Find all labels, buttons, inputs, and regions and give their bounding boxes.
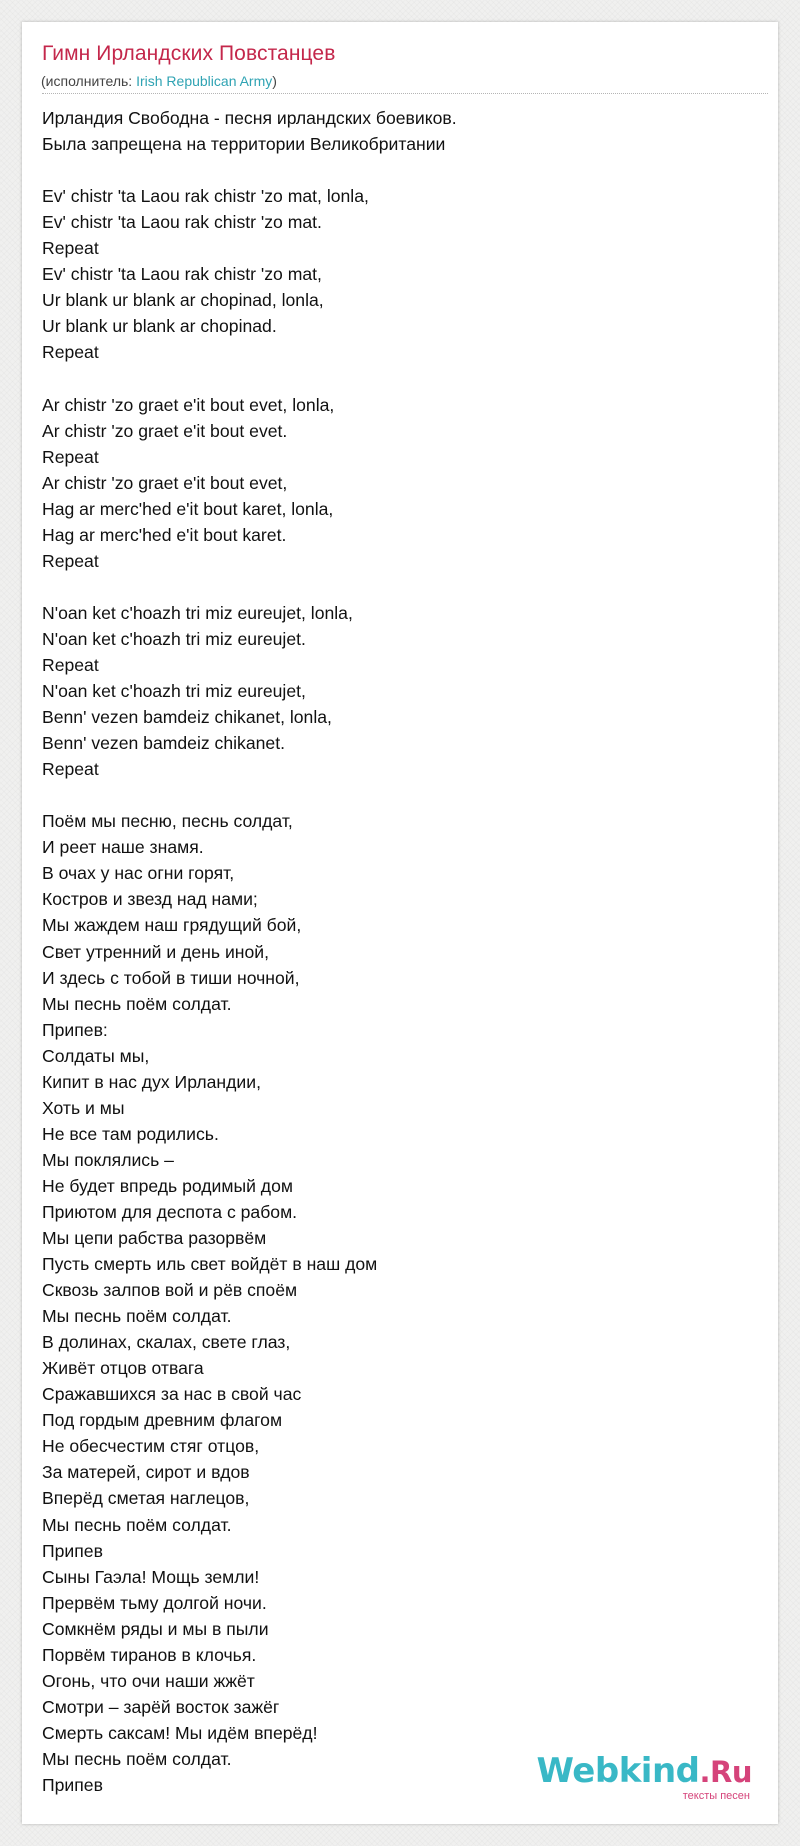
lyric-line: Смотри – зарёй восток зажёг: [42, 1696, 280, 1717]
lyric-line: Hag ar merc'hed e'it bout karet, lonla,: [42, 498, 334, 519]
lyric-line: Живёт отцов отвага: [42, 1358, 204, 1379]
lyric-line: Мы поклялись –: [42, 1149, 174, 1170]
logo-tagline: тексты песен: [682, 1790, 750, 1802]
lyric-line: Мы жаждем наш грядущий бой,: [42, 915, 302, 936]
lyric-line: Смерть саксам! Мы идём вперёд!: [42, 1722, 318, 1743]
lyric-line: Ev' chistr 'ta Laou rak chistr 'zo mat,: [42, 264, 322, 285]
lyric-line: За матерей, сирот и вдов: [42, 1462, 250, 1483]
lyric-line: В долинах, скалах, свете глаз,: [42, 1332, 291, 1353]
lyric-line: Огонь, что очи наши жжёт: [42, 1670, 255, 1691]
lyric-line: Пусть смерть иль свет войдёт в наш дом: [42, 1254, 378, 1275]
lyric-line: Была запрещена на территории Великобритании: [42, 134, 446, 155]
lyrics-card: [22, 22, 778, 1824]
lyric-line: Repeat: [42, 446, 99, 467]
lyric-line: Ev' chistr 'ta Laou rak chistr 'zo mat.: [42, 212, 322, 233]
performer-prefix: (исполнитель:: [41, 73, 137, 89]
lyric-line: Мы песнь поём солдат.: [42, 1748, 232, 1769]
lyric-line: Не будет впредь родимый дом: [42, 1175, 293, 1196]
lyric-line: Мы цепи рабства разорвём: [42, 1228, 267, 1249]
lyric-line: Костров и звезд над нами;: [42, 889, 258, 910]
lyrics-text: [42, 105, 742, 1798]
lyric-line: Не все там родились.: [42, 1123, 219, 1144]
lyric-line: И реет наше знамя.: [42, 837, 204, 858]
lyric-line: Под гордым древним флагом: [42, 1410, 283, 1431]
performer-line: [41, 73, 277, 89]
lyric-line: Repeat: [42, 654, 99, 675]
lyric-line: Мы песнь поём солдат.: [42, 993, 232, 1014]
lyric-line: Сражавшихся за нас в свой час: [42, 1384, 302, 1405]
stanza-gap: [42, 782, 742, 808]
lyric-line: Benn' vezen bamdeiz chikanet.: [42, 733, 285, 754]
lyric-line: N'oan ket c'hoazh tri miz eureujet.: [42, 628, 306, 649]
performer-link[interactable]: Irish Republican Army: [136, 73, 273, 89]
lyric-line: Не обесчестим стяг отцов,: [42, 1436, 260, 1457]
lyric-line: Свет утренний и день иной,: [42, 941, 269, 962]
stanza-gap: [42, 365, 742, 391]
title-divider: [42, 93, 768, 94]
lyric-line: Мы песнь поём солдат.: [42, 1306, 232, 1327]
lyric-line: Сыны Гаэла! Мощь земли!: [42, 1566, 260, 1587]
song-title: Гимн Ирландских Повстанцев: [42, 42, 336, 65]
stanza-gap: [42, 574, 742, 600]
logo-wordmark: [536, 1751, 753, 1791]
lyric-line: Ur blank ur blank ar chopinad, lonla,: [42, 290, 324, 311]
performer-suffix: ): [272, 73, 277, 89]
lyric-line: Ar chistr 'zo graet e'it bout evet, lonla,: [42, 394, 335, 415]
lyric-line: N'oan ket c'hoazh tri miz eureujet, lonla,: [42, 602, 353, 623]
lyric-line: Припев: [42, 1540, 103, 1561]
lyric-line: Припев: [42, 1775, 103, 1795]
lyric-line: Repeat: [42, 759, 99, 780]
lyric-line: Ev' chistr 'ta Laou rak chistr 'zo mat, lonla,: [42, 186, 369, 207]
stanza-gap: [42, 157, 742, 183]
lyric-line: Мы песнь поём солдат.: [42, 1514, 232, 1535]
lyric-line: Поём мы песню, песнь солдат,: [42, 811, 293, 832]
lyric-line: Приютом для деспота с рабом.: [42, 1201, 298, 1222]
lyric-line: Хоть и мы: [42, 1097, 125, 1118]
lyric-line: Припев:: [42, 1019, 108, 1040]
lyric-line: Hag ar merc'hed e'it bout karet.: [42, 524, 287, 545]
lyric-line: Сквозь залпов вой и рёв споём: [42, 1280, 298, 1301]
lyric-line: И здесь с тобой в тиши ночной,: [42, 967, 300, 988]
lyric-line: Repeat: [42, 342, 99, 363]
lyric-line: Порвём тиранов в клочья.: [42, 1644, 257, 1665]
logo-main-text: Webkind: [536, 1751, 700, 1791]
site-logo[interactable]: [536, 1751, 753, 1802]
lyric-line: Ur blank ur blank ar chopinad.: [42, 316, 277, 337]
lyric-line: В очах у нас огни горят,: [42, 863, 235, 884]
lyric-line: Сомкнём ряды и мы в пыли: [42, 1618, 269, 1639]
lyric-line: N'oan ket c'hoazh tri miz eureujet,: [42, 681, 306, 702]
lyric-line: Ar chistr 'zo graet e'it bout evet,: [42, 472, 288, 493]
lyric-line: Кипит в нас дух Ирландии,: [42, 1071, 261, 1092]
logo-tld: .Ru: [699, 1755, 752, 1789]
lyric-line: Ирландия Свободна - песня ирландских боевиков.: [42, 108, 457, 128]
lyric-line: Benn' vezen bamdeiz chikanet, lonla,: [42, 707, 332, 728]
lyric-line: Repeat: [42, 238, 99, 259]
lyric-line: Солдаты мы,: [42, 1045, 150, 1066]
lyric-line: Ar chistr 'zo graet e'it bout evet.: [42, 420, 288, 441]
lyric-line: Вперёд сметая наглецов,: [42, 1488, 250, 1509]
lyric-line: Repeat: [42, 550, 99, 571]
lyric-line: Прервём тьму долгой ночи.: [42, 1592, 267, 1613]
